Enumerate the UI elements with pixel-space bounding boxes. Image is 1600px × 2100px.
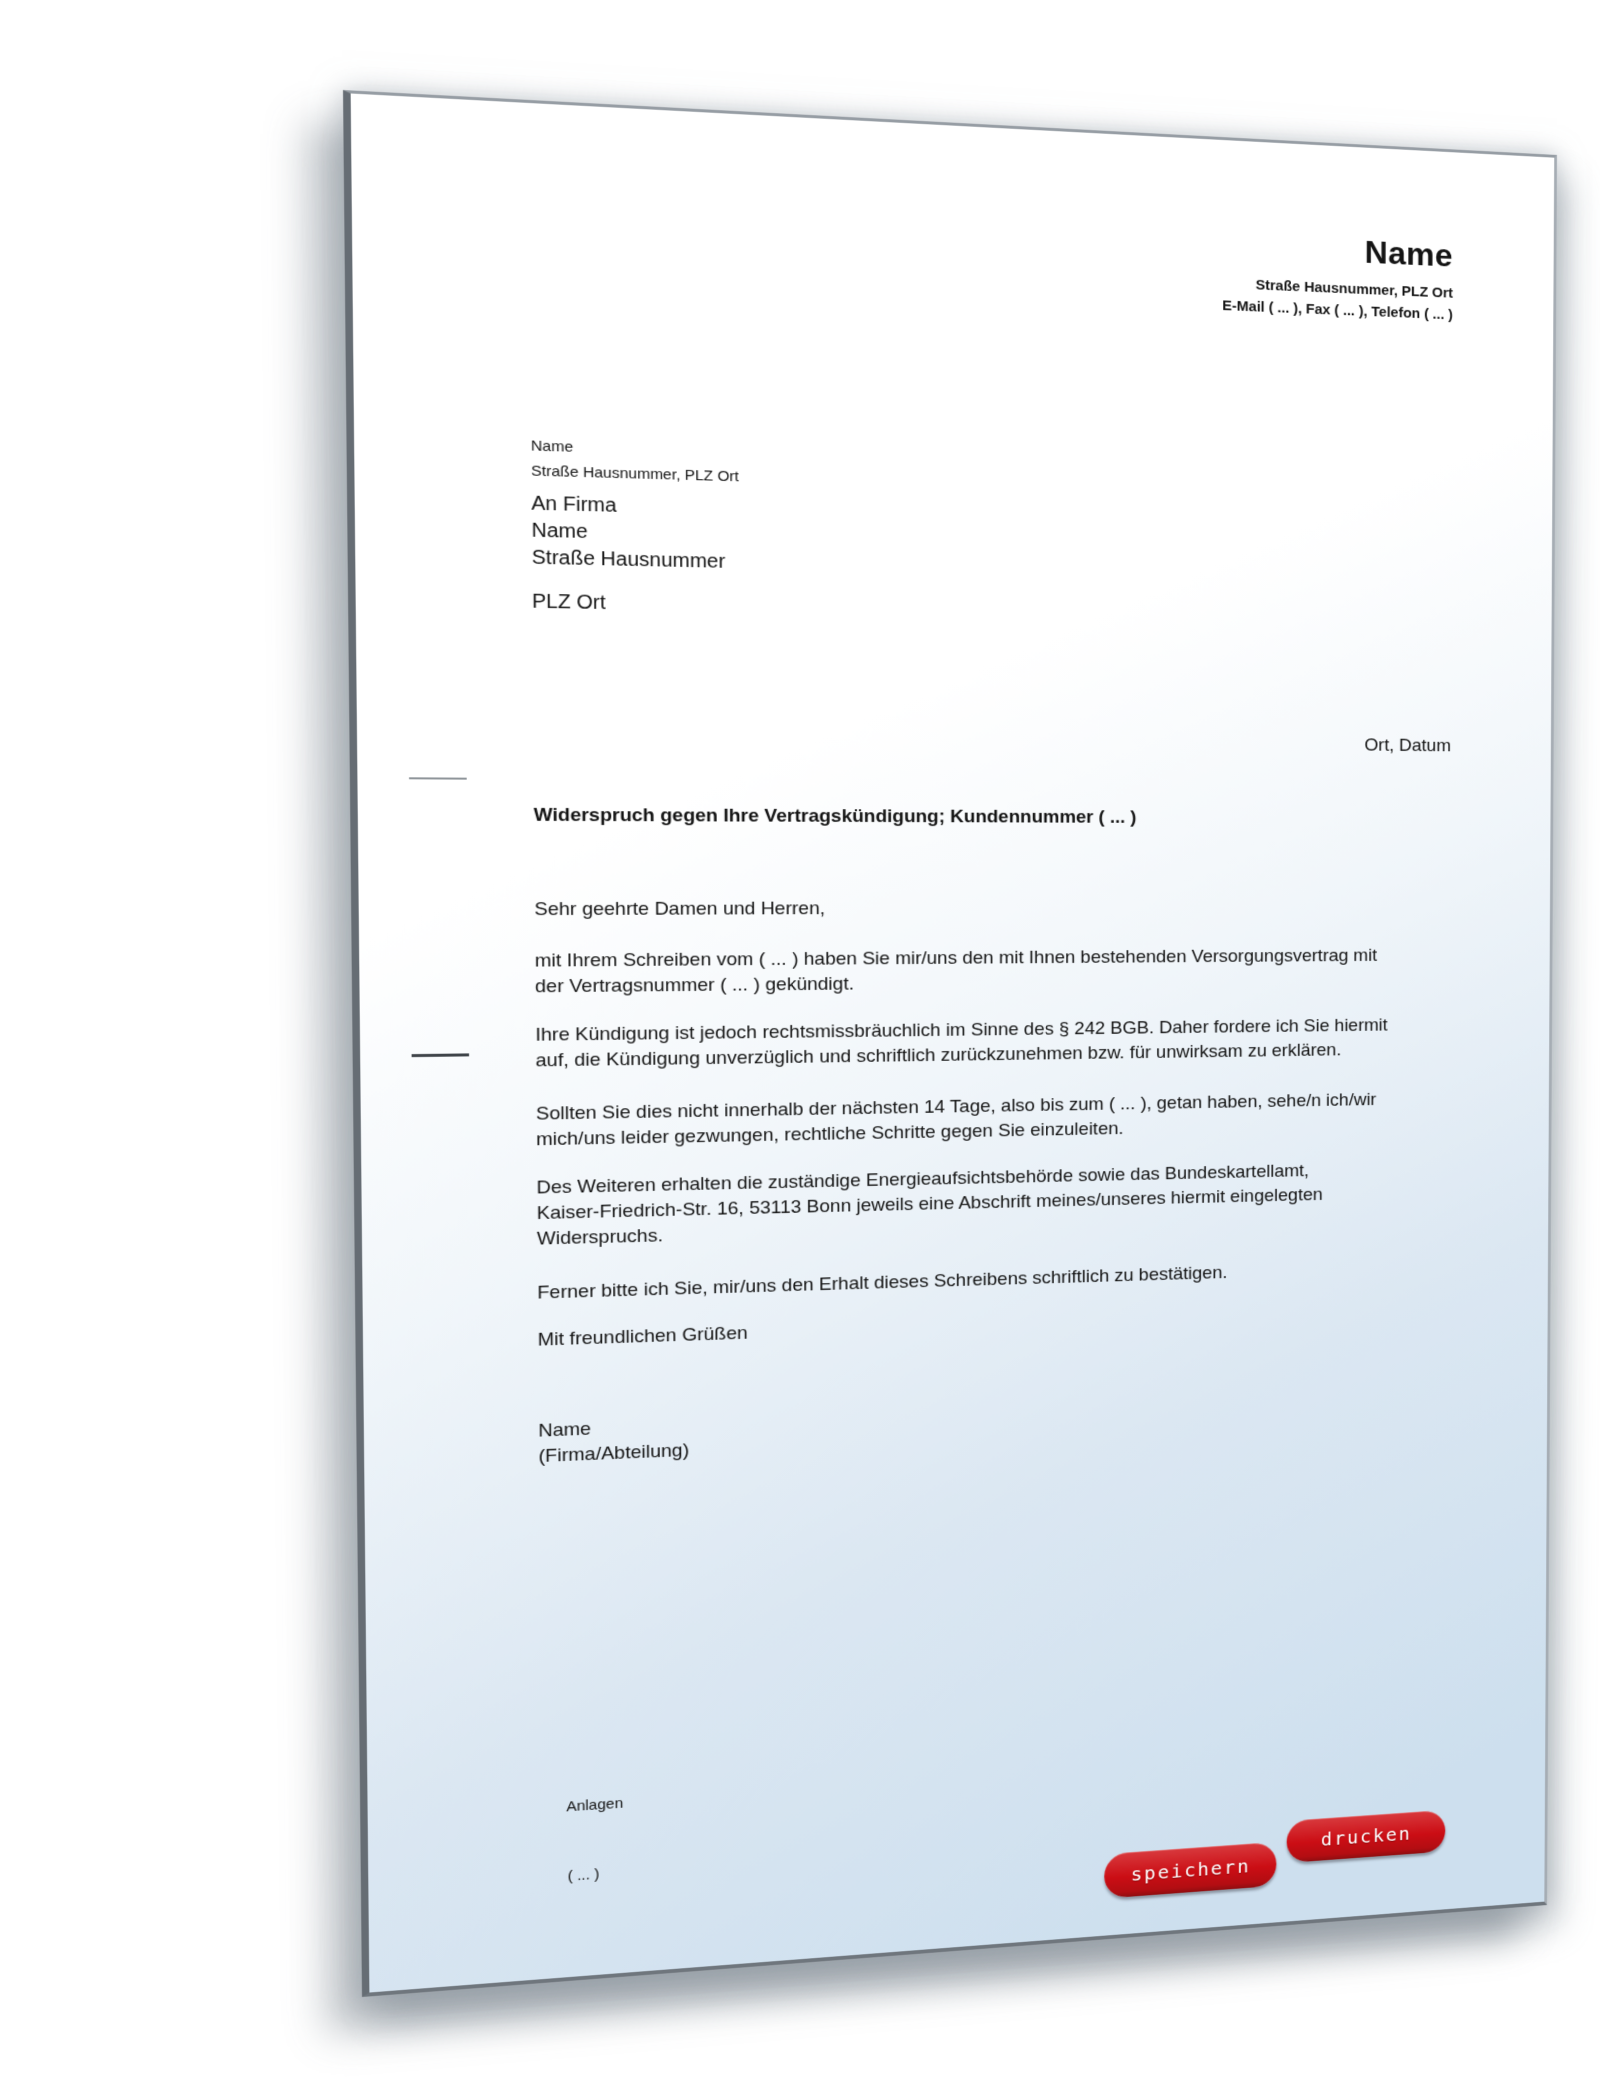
print-button[interactable]: drucken — [1287, 1810, 1446, 1863]
paragraph-5: Ferner bitte ich Sie, mir/uns den Erhalt dieses Schreibens schriftlich zu bestätigen. — [537, 1262, 1228, 1304]
paragraph-4: Des Weiteren erhalten die zuständige Energieaufsichtsbehörde sowie das Bundeskartellamt, Kaiser-Friedrich-Str. 16, 53113 Bonn jeweils eine Abschrift meines/unseres hiermit eingelegten Widerspruchs. — [536, 1161, 1323, 1250]
paragraph-1: mit Ihrem Schreiben vom ( ... ) haben Sie mir/uns den mit Ihnen bestehenden Versorgungsvertrag mit der Vertragsnummer ( ... ) gekündigt. — [534, 945, 1378, 998]
attachments-block — [541, 1769, 624, 1913]
sender-reference: Name Straße Hausnummer, PLZ Ort — [530, 437, 739, 486]
signature-block: Name (Firma/Abteilung) — [538, 1418, 690, 1467]
fold-mark-top — [409, 777, 467, 779]
attachments-value: ( ... ) — [567, 1866, 600, 1885]
letterhead — [1222, 228, 1453, 326]
paragraph-3: Sollten Sie dies nicht innerhalb der nächsten 14 Tage, also bis zum ( ... ), getan haben, sehe/n ich/wir mich/uns leider gezwungen, rechtliche Schritte gegen Sie einzuleiten. — [535, 1090, 1377, 1151]
paragraph-2: Ihre Kündigung ist jedoch rechtsmissbräuchlich im Sinne des § 242 BGB. Daher fordere ich Sie hiermit auf, die Kündigung unverzüglich und schriftlich zurückzunehmen bzw. für unwirksam zu erklären. — [535, 1015, 1388, 1072]
recipient-city: PLZ Ort — [531, 590, 606, 614]
letterhead-address: Straße Hausnummer, PLZ Ort — [1255, 276, 1453, 302]
closing-salutation: Mit freundlichen Grüßen — [537, 1323, 748, 1351]
fold-mark-bottom — [412, 1053, 469, 1057]
recipient-block: An Firma Name Straße Hausnummer — [531, 492, 726, 573]
letterhead-contact: E-Mail ( ... ), Fax ( ... ), Telefon ( ... ) — [1222, 297, 1453, 324]
letter-page — [343, 90, 1557, 1997]
letterhead-name: Name — [1364, 234, 1454, 275]
subject-line: Widerspruch gegen Ihre Vertragskündigung; Kundennummer ( ... ) — [533, 804, 1137, 828]
attachments-label: Anlagen — [566, 1795, 624, 1816]
date-line: Ort, Datum — [1364, 735, 1451, 756]
greeting: Sehr geehrte Damen und Herren, — [534, 898, 826, 921]
save-button[interactable]: speichern — [1104, 1842, 1276, 1899]
